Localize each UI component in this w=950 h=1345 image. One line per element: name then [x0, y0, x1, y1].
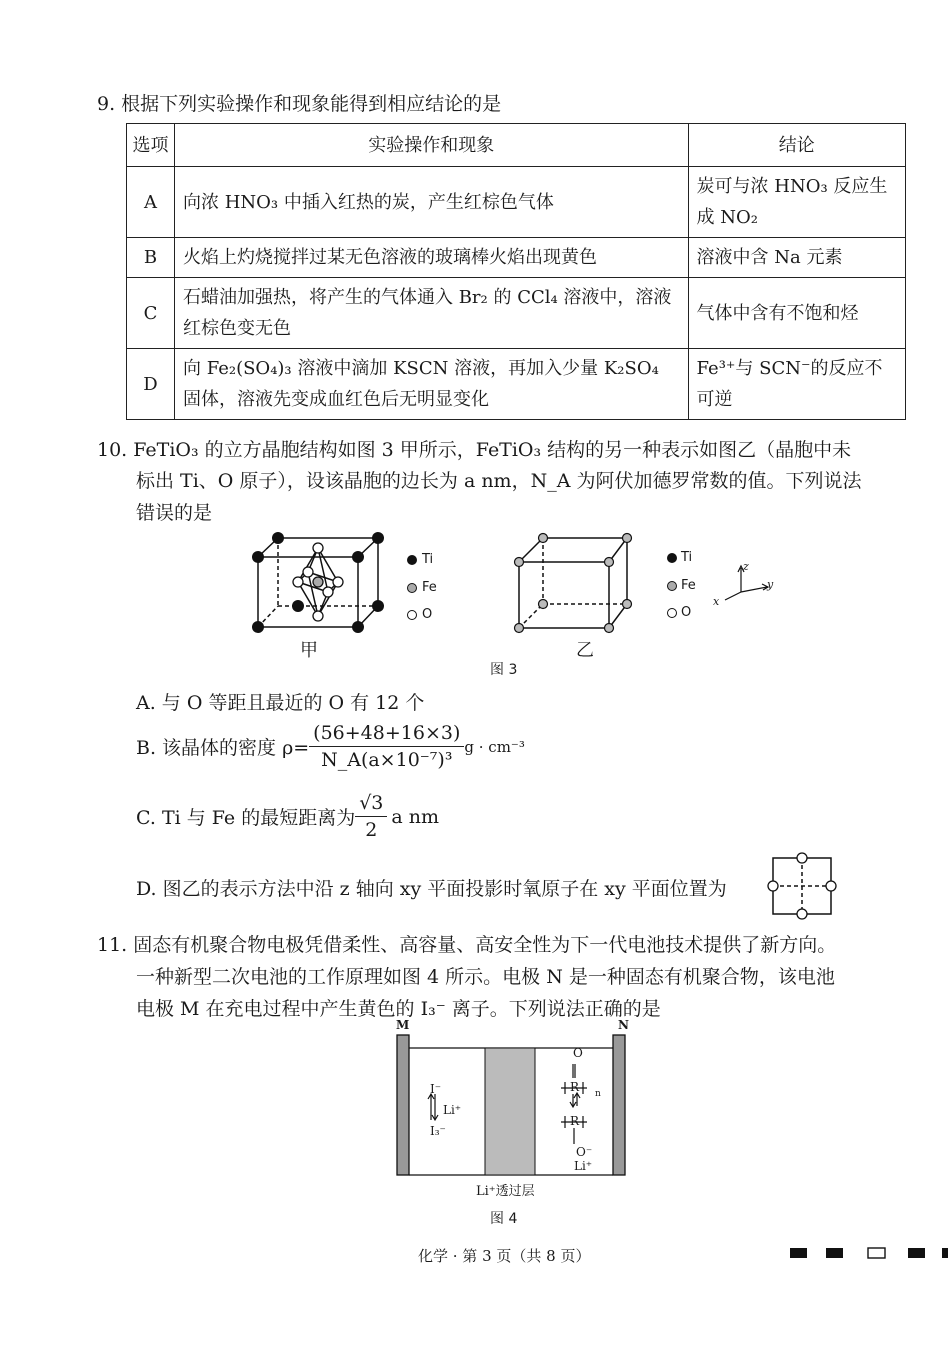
table-row [127, 167, 906, 238]
table-header-row [127, 124, 906, 167]
legend-fe-dot [408, 584, 417, 593]
option-c-prefix: C. Ti 与 Fe 的最短距离为 [136, 807, 356, 829]
q11-stem-line3: 电极 M 在充电过程中产生黄色的 I₃⁻ 离子。下列说法正确的是 [136, 998, 661, 1020]
legend-o-label: O [681, 605, 692, 620]
right-o-bottom: O⁻ [576, 1145, 593, 1159]
label-m: M [396, 1018, 410, 1032]
legend-o-dot [408, 611, 417, 620]
legend-o-label: O [422, 607, 433, 622]
row-option: D [127, 349, 175, 420]
row-option: B [127, 238, 175, 278]
q9-stem: 9. 根据下列实验操作和现象能得到相应结论的是 [97, 93, 502, 115]
q9-table [126, 123, 906, 420]
option-b-unit: g · cm⁻³ [464, 737, 525, 756]
label-n: N [618, 1018, 629, 1032]
label-jia: 甲 [300, 640, 318, 661]
row-conclusion: 炭可与浓 HNO₃ 反应生成 NO₂ [688, 167, 905, 238]
row-operation: 石蜡油加强热，将产生的气体通入 Br₂ 的 CCl₄ 溶液中，溶液红棕色变无色 [174, 278, 688, 349]
left-ion-top: I⁻ [430, 1082, 442, 1096]
figure-3-yi [505, 530, 785, 640]
q10-option-d: D. 图乙的表示方法中沿 z 轴向 xy 平面投影时氧原子在 xy 平面位置为 [136, 878, 727, 900]
figure-4-caption: 图 4 [490, 1211, 518, 1227]
option-b-fraction [309, 720, 464, 773]
q10-option-b [136, 720, 525, 773]
header-option: 选项 [127, 124, 175, 167]
row-operation: 向 Fe₂(SO₄)₃ 溶液中滴加 KSCN 溶液，再加入少量 K₂SO₄ 固体，溶液先变成血红色后无明显变化 [174, 349, 688, 420]
right-r1: R [570, 1080, 580, 1094]
q11-stem-line1: 11. 固态有机聚合物电极凭借柔性、高容量、高安全性为下一代电池技术提供了新方向。 [97, 934, 837, 956]
option-c-numerator: √3 [355, 790, 387, 817]
row-conclusion: Fe³⁺与 SCN⁻的反应不可逆 [688, 349, 905, 420]
row-conclusion: 溶液中含 Na 元素 [688, 238, 905, 278]
row-operation: 向浓 HNO₃ 中插入红热的炭，产生红棕色气体 [174, 167, 688, 238]
figure-3-jia [240, 530, 460, 660]
header-conclusion: 结论 [688, 124, 905, 167]
li-membrane [485, 1048, 535, 1175]
axis-z-label: z [743, 560, 749, 573]
right-r2: R [570, 1114, 580, 1128]
legend-o-dot [668, 609, 677, 618]
option-b-numerator: (56+48+16×3) [309, 720, 464, 747]
option-c-denominator: 2 [365, 819, 378, 841]
left-ion-bottom: I₃⁻ [430, 1124, 446, 1138]
left-ion-li: Li⁺ [443, 1103, 462, 1117]
legend-ti-dot [407, 555, 417, 565]
membrane-label: Li⁺透过层 [476, 1184, 535, 1199]
row-conclusion: 气体中含有不饱和烃 [688, 278, 905, 349]
table-row [127, 278, 906, 349]
q11-stem-line2: 一种新型二次电池的工作原理如图 4 所示。电极 N 是一种固态有机聚合物，该电池 [136, 966, 835, 988]
q10-stem-line3: 错误的是 [136, 502, 213, 524]
legend-fe-label: Fe [681, 578, 696, 593]
option-c-fraction [355, 790, 387, 843]
figure-3-caption: 图 3 [490, 662, 518, 678]
option-b-prefix: B. 该晶体的密度 ρ= [136, 737, 310, 759]
option-d-projection-figure [765, 850, 840, 920]
legend-fe-dot [668, 582, 677, 591]
q10-option-a: A. 与 O 等距且最近的 O 有 12 个 [136, 692, 425, 714]
legend-ti-dot [667, 553, 677, 563]
row-operation: 火焰上灼烧搅拌过某无色溶液的玻璃棒火焰出现黄色 [174, 238, 688, 278]
q10-stem-line1: 10. FeTiO₃ 的立方晶胞结构如图 3 甲所示，FeTiO₃ 结构的另一种表示如图乙（晶胞中未 [97, 439, 852, 461]
page-footer: 化学 · 第 3 页（共 8 页） [418, 1247, 591, 1265]
option-c-unit: a nm [391, 805, 440, 828]
label-yi: 乙 [576, 640, 594, 661]
table-row [127, 238, 906, 278]
row-option: A [127, 167, 175, 238]
axis-x-label: x [713, 595, 720, 608]
axis-y-label: y [767, 578, 774, 591]
option-b-denominator: N_A(a×10⁻⁷)³ [321, 749, 453, 771]
legend-ti-label: Ti [681, 550, 693, 565]
table-row [127, 349, 906, 420]
q10-option-c [136, 790, 439, 843]
footer-marks [788, 1245, 948, 1263]
q10-stem-line2: 标出 Ti、O 原子），设该晶胞的边长为 a nm，N_A 为阿伏加德罗常数的值。下列说法 [136, 470, 862, 492]
electrode-m [397, 1035, 409, 1175]
right-li: Li⁺ [574, 1159, 593, 1173]
right-n-subscript: n [595, 1089, 601, 1099]
electrode-n [613, 1035, 625, 1175]
row-option: C [127, 278, 175, 349]
header-operation: 实验操作和现象 [174, 124, 688, 167]
right-o-top: O [573, 1046, 583, 1060]
figure-4-battery [395, 1030, 635, 1200]
legend-fe-label: Fe [422, 580, 437, 595]
legend-ti-label: Ti [422, 552, 434, 567]
